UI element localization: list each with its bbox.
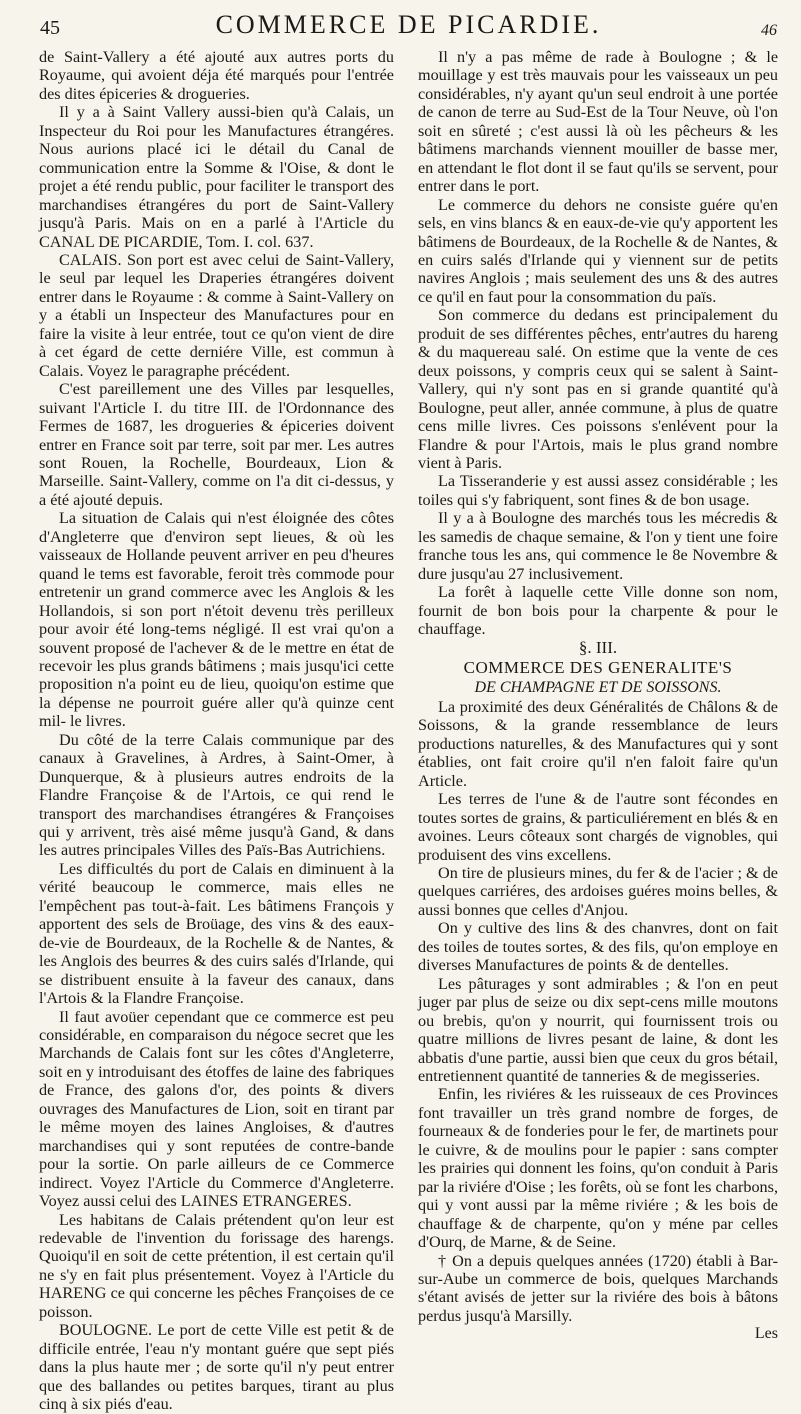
page-number-right: 46 [761, 22, 777, 39]
paragraph: † On a depuis quelques années (1720) établi à Bar-sur-Aube un commerce de bois, quelques Marchands s'étant avisés de jetter sur la riviére des bois à bâtons perdus jusqu'à Marsilly. [418, 1251, 778, 1325]
paragraph: On y cultive des lins & des chanvres, dont on fait des toiles de toutes sortes, & des fils, qu'on employe en diverses Manufactures de points & de dentelles. [418, 919, 778, 975]
paragraph: La situation de Calais qui n'est éloignée des côtes d'Angleterre que d'environ sept lieues, & où les vaisseaux de Hollande peuvent arriver en peu d'heures quand le tems est favorable, feroit très commode pour entretenir un grand commerce avec les Anglois & les Hollandois, si son port n'étoit devenu très perilleux pour avoir été long-tems négligé. Il est vrai qu'on a souvent proposé de l'achever & de le mettre en état de recevoir les plus grands bâtimens ; mais jusqu'ici cette proposition n'a point eu de lieu, quoiqu'on estime que la dépense ne pourroit guére aller qu'à quinze cent mil- le livres. [39, 509, 394, 731]
paragraph: Il faut avoüer cependant que ce commerce est peu considérable, en comparaison du négoce secret que les Marchands de Calais font sur les côtes d'Angleterre, soit en y introduisant des étoffes de laine des fabriques de France, des galons d'or, des points & divers ouvrages des Manufactures de Lion, soit en tirant par le même moyen des laines Angloises, & d'autres marchandises qui y sont reputées de contre-bande pour la sortie. On parle ailleurs de ce Commerce indirect. Voyez l'Article du Commerce d'Angleterre. Voyez aussi celui des LAINES ETRANGERES. [39, 1007, 394, 1211]
paragraph: Les terres de l'une & de l'autre sont fécondes en toutes sortes de grains, & particuliérement en blés & en avoines. Leurs côteaux sont chargés de vignobles, qui produisent des vins excellens. [418, 790, 778, 864]
paragraph: de Saint-Vallery a été ajouté aux autres ports du Royaume, qui avoient déja été marqués pour l'entrée des dites épiceries & drogueries. [39, 48, 394, 103]
paragraph: Il y a à Boulogne des marchés tous les mécredis & les samedis de chaque semaine, & l'on y tient une foire franche tous les ans, qui commence le 8e Novembre & dure jusqu'au 27 inclusivement. [418, 509, 778, 583]
paragraph: Son commerce du dedans est principalement du produit de ses différentes pêches, entr'autres du hareng & du maquereau salé. On estime que la vente de ces deux poissons, y compris ceux qui se salent à Saint-Vallery, qui n'y sont pas en si grande quantité qu'à Boulogne, peut aller, année commune, à plus de quatre cens mille livres. Ces poissons s'enlévent pour la Flandre & pour l'Artois, mais le plus grand nombre vient à Paris. [418, 306, 778, 472]
paragraph: La forêt à laquelle cette Ville donne son nom, fournit de bon bois pour la charpente & pour le chauffage. [418, 583, 778, 639]
section-title: COMMERCE DES GENERALITE'S [463, 657, 733, 677]
section-subtitle: DE CHAMPAGNE ET DE SOISSONS. [474, 678, 722, 696]
paragraph: On tire de plusieurs mines, du fer & de l'acier ; & de quelques carriéres, des ardoises guéres moins belles, & aussi bonnes que celles d'Anjou. [418, 864, 778, 919]
catchword: Les [754, 1325, 778, 1343]
running-header [40, 6, 777, 40]
paragraph: La Tisseranderie y est aussi assez considérable ; les toiles qui s'y fabriquent, sont fines & de bon usage. [418, 472, 778, 509]
paragraph: Enfin, les riviéres & les ruisseaux de ces Provinces font travailler un très grand nombre de forges, de fourneaux & de fonderies pour le fer, de martinets pour le cuivre, & de moulins pour le papier : sans compter les prairies qui donnent les foins, qu'on conduit à Paris par la riviére d'Oise ; les forêts, où se font les charbons, qui y vont aussi par la même riviére ; & les bois de chauffage & de charpente, qu'on y méne par celles d'Ourq, de Marne, & de Seine. [418, 1085, 778, 1252]
paragraph: Il y a à Saint Vallery aussi-bien qu'à Calais, un Inspecteur du Roi pour les Manufactures étrangéres. Nous aurions placé ici le détail du Canal de communication entre la Somme & l'Oise, & dont le projet a été rendu public, pour faciliter le transport des marchandises étrangéres du port de Saint-Vallery jusqu'à Paris. Mais on en a parlé à l'Article du CANAL DE PICARDIE, Tom. I. col. 637. [39, 103, 394, 251]
paragraph: CALAIS. Son port est avec celui de Saint-Vallery, le seul par lequel les Draperies étrangéres doivent entrer dans le Royaume : & comme à Saint-Vallery on y a établi un Inspecteur des Manufactures pour en faire la visite à leur entrée, tout ce qu'on vient de dire à cet égard de cette derniére Ville, est commun à Calais. Voyez le paragraphe précédent. [39, 250, 394, 380]
section-number: §. III. [578, 637, 618, 657]
paragraph: Les pâturages y sont admirables ; & l'on en peut juger par plus de seize ou dix sept-cens mille moutons ou brebis, qu'on y nourrit, qui fournissent trois ou quatre millions de livres pesant de laine, & dont les abbatis d'une partie, aussi bien que ceux du gros bétail, entretiennent quantité de tanneries & de megisseries. [418, 974, 778, 1086]
paragraph: BOULOGNE. Le port de cette Ville est petit & de difficile entrée, l'eau n'y montant guére que sept piés dans la plus haute mer ; de sorte qu'il n'y peut entrer que des ballandes ou petites barques, tirant au plus cinq à six piés d'eau. [39, 1321, 394, 1414]
paragraph: Les habitans de Calais prétendent qu'on leur est redevable de l'invention du forissage des harengs. Quoiqu'il en soit de cette prétention, il est certain qu'il ne s'y en fait plus présentement. Voyez à l'Article du HARENG ce qui concerne les pêches Françoises de ce poisson. [39, 1210, 394, 1321]
left-column [39, 48, 394, 1414]
paragraph: C'est pareillement une des Villes par lesquelles, suivant l'Article I. du titre III. de l'Ordonnance des Fermes de 1687, les drogueries & épiceries doivent entrer en France soit par terre, soit par mer. Les autres sont Rouen, la Rochelle, Bourdeaux, Lion & Marseille. Saint-Vallery, comme on l'a dit ci-dessus, y a été ajouté depuis. [39, 380, 394, 509]
paragraph: Les difficultés du port de Calais en diminuent à la vérité beaucoup le commerce, mais elles ne l'empêchent pas tout-à-fait. Les bâtimens François y apportent des sels de Broüage, des vins & des eaux-de-vie de Bourdeaux, de la Rochelle & de Nantes, & les Anglois des beurres & des cuirs salés d'Irlande, qui se distribuent ensuite à la faveur des canaux, dans l'Artois & la Flandre Françoise. [39, 859, 394, 1008]
running-title: COMMERCE DE PICARDIE. [215, 10, 602, 39]
paragraph: Le commerce du dehors ne consiste guére qu'en sels, en vins blancs & en eaux-de-vie qu'y apportent les bâtimens de Bourdeaux, de la Rochelle & de Nantes, & en cuirs salés d'Irlande qui y viennent sur de petits navires Anglois ; mais seulement des uns & des autres ce qu'il en faut pour la consommation du païs. [418, 195, 778, 306]
paragraph: La proximité des deux Généralités de Châlons & de Soissons, & la grande ressemblance de leurs productions naturelles, & des Manufactures qui y sont établies, ont fait croire qu'il n'en faloit faire qu'un Article. [418, 697, 778, 790]
paragraph: Il n'y a pas même de rade à Boulogne ; & le mouillage y est très mauvais pour les vaisseaux un peu considérables, n'y ayant qu'un seul endroit à une portée de canon de terre au Sud-Est de la Tour Neuve, où l'on soit en sûreté ; c'est aussi là où les pêcheurs & les bâtimens marchands viennent mouiller de basse mer, en attendant le flot dont il se faut qu'ils se servent, pour entrer dans le port. [418, 48, 778, 196]
paragraph: Du côté de la terre Calais communique par des canaux à Gravelines, à Ardres, à Saint-Omer, à Dunquerque, & à plusieurs autres endroits de la Flandre Françoise & de l'Artois, ce qui rend le transport des marchandises étrangéres & Françoises qui y arrivent, très aisé même jusqu'à Gand, & dans les autres principales Villes des Païs-Bas Autrichiens. [39, 730, 394, 860]
right-column [418, 48, 778, 1344]
page-number-left: 45 [40, 17, 60, 39]
